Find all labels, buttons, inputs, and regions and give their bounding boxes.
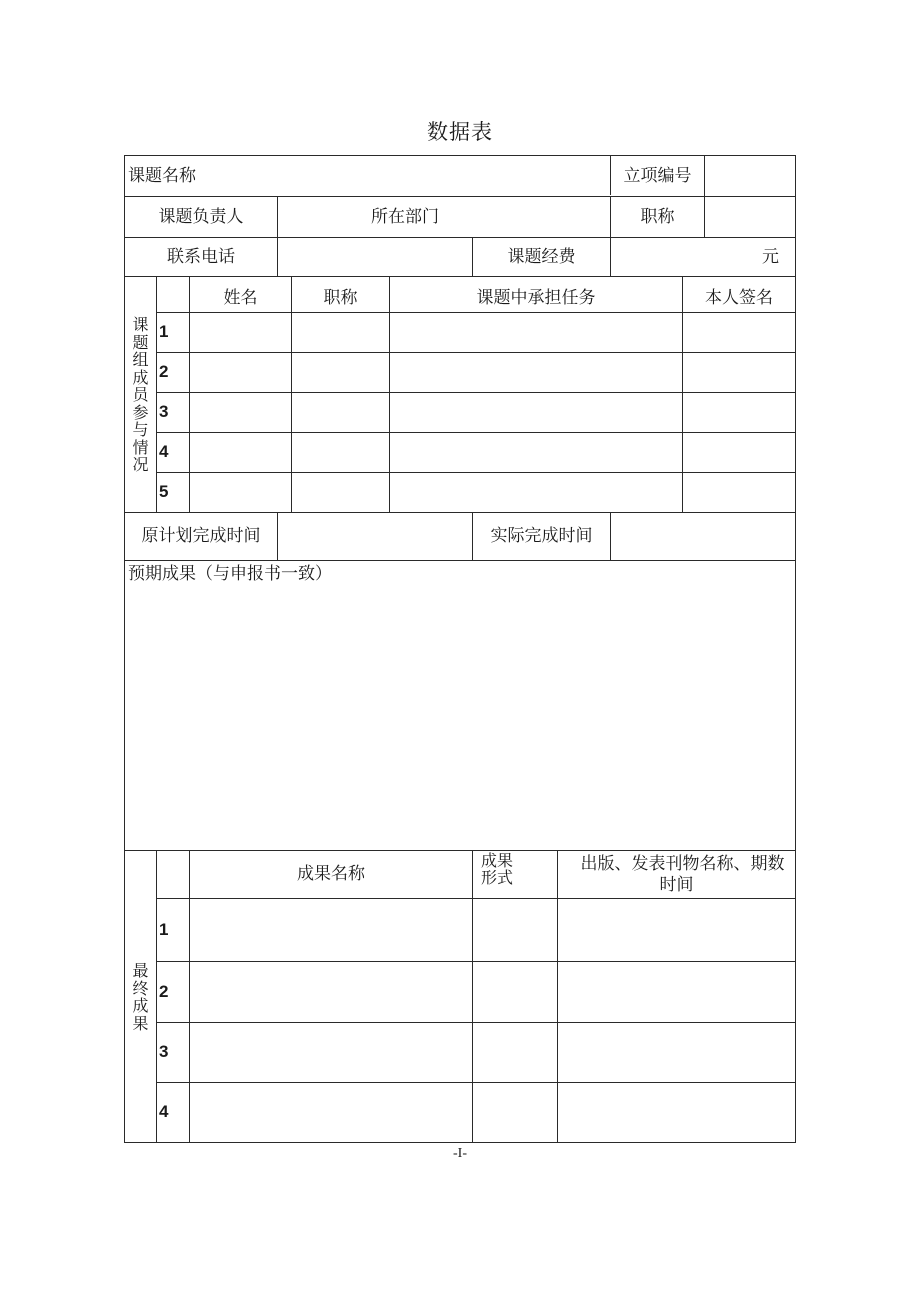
leader-label: 课题负责人 [158,206,244,227]
planned-time-field[interactable] [278,513,472,560]
planned-time-label: 原计划完成时间 [141,526,261,547]
member-row-number: 4 [159,442,169,462]
member-header-task: 课题中承担任务 [476,287,596,308]
actual-time-label: 实际完成时间 [490,526,593,547]
member-row-number: 5 [159,482,169,502]
final-row-number: 4 [159,1102,169,1122]
job-title-field[interactable] [705,197,795,237]
final-section-label: 最 终 成 果 [132,961,149,1033]
project-name-label: 课题名称 [128,165,196,186]
funds-label: 课题经费 [507,246,576,267]
final-header-pub-line2: 时间 [659,875,694,895]
member-row-number: 3 [159,402,169,422]
page-number: -I- [453,1146,467,1161]
page-title: 数据表 [427,120,493,144]
final-header-name: 成果名称 [297,864,365,885]
table-border-bottom [124,1142,796,1143]
member-row-number: 1 [159,322,169,342]
final-header-pub-line1: 出版、发表刊物名称、期数 [580,854,785,874]
final-header-form-line1: 成果 [481,851,514,870]
job-title-label: 职称 [640,206,675,227]
funds-unit: 元 [762,246,779,267]
member-row-number: 2 [159,362,169,382]
table-border-right [795,155,796,1143]
final-header-form [473,851,557,898]
phone-field[interactable] [278,238,472,276]
member-header-title: 职称 [323,287,358,308]
member-header-name: 姓名 [223,287,258,308]
phone-label: 联系电话 [167,246,235,267]
actual-time-field[interactable] [611,513,795,560]
dept-label: 所在部门 [371,206,439,227]
member-header-signature: 本人签名 [705,287,773,308]
final-row-number: 3 [159,1042,169,1062]
project-no-label: 立项编号 [623,165,692,186]
final-header-publication [558,851,795,898]
members-section-label: 课 题 组 成 员 参 与 情 况 [132,315,149,474]
final-row-number: 2 [159,981,169,1001]
project-no-field[interactable] [705,156,795,196]
final-header-form-line2: 形式 [481,868,514,887]
expected-results-label: 预期成果（与申报书一致） [128,564,332,584]
final-row-number: 1 [159,919,169,939]
